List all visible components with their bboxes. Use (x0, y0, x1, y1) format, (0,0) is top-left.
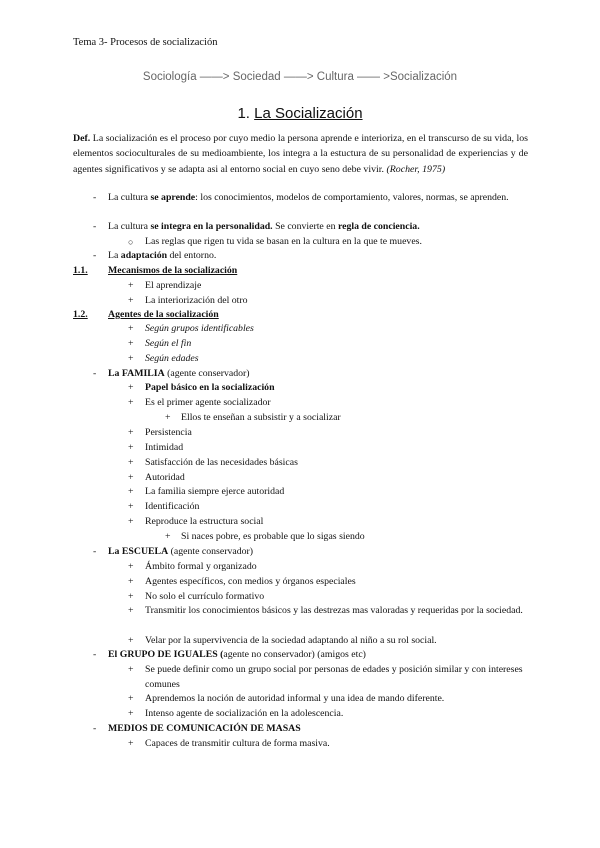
list-item: Intenso agente de socialización en la adolescencia. (145, 708, 344, 719)
section-number: 1. (237, 105, 250, 122)
list-item: Transmitir los conocimientos básicos y las destrezas mas valoradas y requeridas por la sociedad. (145, 605, 523, 616)
list-item: Ámbito formal y organizado (145, 561, 257, 572)
list-item: Identificación (145, 501, 200, 512)
definition-paragraph (73, 131, 528, 177)
subsection-title-agents: Agentes de la socialización (108, 309, 219, 320)
dash-marker: - (93, 221, 97, 232)
circle-marker: ○ (128, 237, 134, 247)
agent-note: agente no conservador) (amigos etc) (223, 649, 366, 660)
list-item: La interiorización del otro (145, 295, 248, 306)
plus-marker: + (128, 353, 134, 364)
dash-marker: - (93, 723, 97, 734)
plus-marker: + (128, 605, 134, 616)
list-item: Velar por la supervivencia de la sociedad adaptando al niño a su rol social. (145, 635, 437, 646)
agent-name: El GRUPO DE IGUALES ( (108, 649, 224, 660)
plus-marker: + (128, 427, 134, 438)
list-item: Agentes específicos, con medios y órganos especiales (145, 576, 356, 587)
text-run-bold: regla de conciencia. (337, 221, 420, 232)
text-run: La (108, 250, 121, 261)
plus-marker: + (128, 501, 134, 512)
dash-marker: - (93, 368, 97, 379)
plus-marker: + (165, 412, 171, 423)
plus-marker: + (128, 323, 134, 334)
agent-name: La ESCUELA (108, 546, 169, 557)
dash-marker: - (93, 649, 97, 660)
section-title (0, 105, 600, 122)
list-item: Persistencia (145, 427, 192, 438)
dash-marker: - (93, 192, 97, 203)
list-item: Intimidad (145, 442, 184, 453)
plus-marker: + (128, 738, 134, 749)
plus-marker: + (128, 664, 134, 675)
plus-marker: + (128, 708, 134, 719)
plus-marker: + (128, 442, 134, 453)
list-item: Papel básico en la socialización (145, 382, 275, 393)
definition-term: Def. (73, 133, 91, 144)
plus-marker: + (128, 397, 134, 408)
list-item: El aprendizaje (145, 280, 202, 291)
agent-note: (agente conservador) (164, 368, 250, 379)
plus-marker: + (128, 338, 134, 349)
text-run-bold: se integra en la personalidad. (150, 221, 273, 232)
agent-note: (agente conservador) (168, 546, 254, 557)
agent-heading-familia (108, 367, 250, 381)
plus-marker: + (128, 457, 134, 468)
list-subitem: Si naces pobre, es probable que lo sigas siendo (181, 531, 365, 542)
text-run: La cultura (108, 221, 151, 232)
subsection-title-mechanisms: Mecanismos de la socialización (108, 265, 238, 276)
culture-learned-item (108, 191, 520, 206)
subsection-number: 1.2. (73, 309, 88, 320)
culture-integrated-item (108, 220, 420, 234)
list-item: La familia siempre ejerce autoridad (145, 486, 285, 497)
dash-marker: - (93, 546, 97, 557)
culture-adaptation-item (108, 249, 216, 263)
concept-flow: Sociología ——> Sociedad ——> Cultura —— >Socialización (142, 71, 458, 83)
list-subitem: Ellos te enseñan a subsistir y a socializar (181, 412, 341, 423)
list-item: Es el primer agente socializador (145, 397, 271, 408)
definition-citation: (Rocher, 1975) (386, 163, 446, 175)
dash-marker: - (93, 250, 97, 261)
plus-marker: + (165, 531, 171, 542)
text-run-bold: adaptación (120, 250, 168, 261)
agent-heading-iguales (108, 648, 366, 662)
plus-marker: + (128, 591, 134, 602)
list-item: Según el fin (145, 338, 192, 349)
plus-marker: + (128, 382, 134, 393)
text-run: del entorno. (167, 250, 217, 261)
plus-marker: + (128, 693, 134, 704)
plus-marker: + (128, 516, 134, 527)
page-header: Tema 3- Procesos de socialización (73, 37, 218, 48)
text-run-bold: se aprende (150, 192, 196, 203)
list-item: Capaces de transmitir cultura de forma masiva. (145, 738, 330, 749)
list-item: Según edades (145, 353, 199, 364)
list-item: No solo el currículo formativo (145, 591, 265, 602)
plus-marker: + (128, 280, 134, 291)
text-run: : los conocimientos, modelos de comportamiento, valores, normas, se aprenden. (195, 192, 509, 203)
text-run: La cultura (108, 192, 151, 203)
text-run: Se convierte en (272, 221, 338, 232)
plus-marker: + (128, 561, 134, 572)
plus-marker: + (128, 576, 134, 587)
list-item: Reproduce la estructura social (145, 516, 264, 527)
culture-integrated-subitem: Las reglas que rigen tu vida se basan en la cultura en la que te mueves. (145, 236, 422, 247)
agent-heading-medios: MEDIOS DE COMUNICACIÓN DE MASAS (108, 723, 301, 734)
definition-text: La socialización es el proceso por cuyo medio la persona aprende e interioriza, en el transcurso de su vida, los elementos socioculturales de su medioambiente, los integra a la estuctura de su personalidad de experiencias y de agentes significativos y se adapta asi al entorno social en cuyo seno debe vivir. (73, 133, 528, 175)
plus-marker: + (128, 486, 134, 497)
agent-heading-escuela (108, 545, 253, 559)
list-item: Aprendemos la noción de autoridad informal y una idea de mando diferente. (145, 693, 445, 704)
plus-marker: + (128, 472, 134, 483)
plus-marker: + (128, 295, 134, 306)
list-item: Satisfacción de las necesidades básicas (145, 457, 298, 468)
list-item: Autoridad (145, 472, 185, 483)
agent-name: La FAMILIA (108, 368, 165, 379)
plus-marker: + (128, 635, 134, 646)
list-item: Se puede definir como un grupo social por personas de edades y posición similar y con intereses comunes (145, 664, 523, 690)
subsection-number: 1.1. (73, 265, 88, 276)
section-title-text: La Socialización (254, 105, 363, 122)
list-item: Según grupos identificables (145, 323, 254, 334)
